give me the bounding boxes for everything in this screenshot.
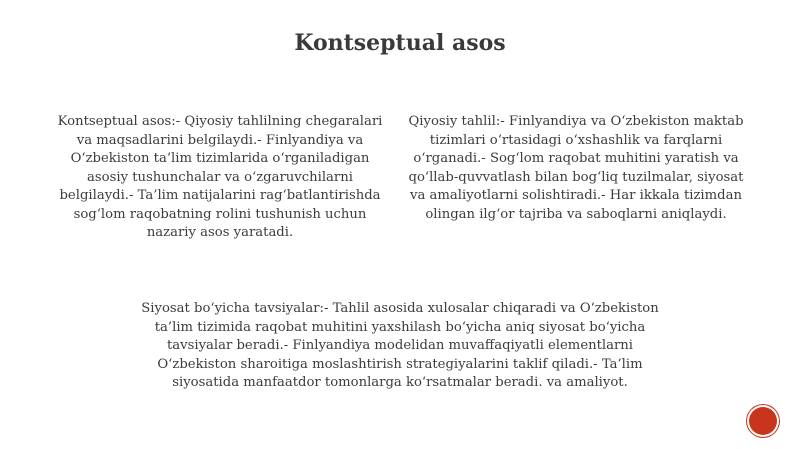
comparative-analysis-text: Qiyosiy tahlil:- Finlyandiya va O‘zbekiston maktab tizimlari o‘rtasidagi o‘xshashlik va farqlarni o‘rganadi.- Sog‘lom raqobat muhitini yaratish va qo‘llab-quvvatlash bilan bog‘liq tuzilmalar, siyosat va amaliyotlarni solishtiradi.- Har ikkala tizimdan olingan ilg‘or tajriba va saboqlarni aniqlaydi. <box>408 114 744 222</box>
slide-title: Kontseptual asos <box>294 30 506 56</box>
conceptual-framework-text: Kontseptual asos:- Qiyosiy tahlilning chegaralari va maqsadlarini belgilaydi.- Finlyandiya va O‘zbekiston ta’lim tizimlarida o‘rganiladigan asosiy tushunchalar va o‘zgaruvchilarni belgilaydi.- Ta’lim natijalarini rag‘batlantirishda sog‘lom raqobatning rolini tushunish uchun nazariy asos yaratadi. <box>57 114 383 240</box>
policy-recommendations-text: Siyosat bo‘yicha tavsiyalar:- Tahlil asosida xulosalar chiqaradi va O‘zbekiston ta’lim tizimida raqobat muhitini yaxshilash bo‘yicha aniq siyosat bo‘yicha tavsiyalar beradi.- Finlyandiya modelidan muvaffaqiyatli elementlarni O‘zbekiston sharoitiga moslashtirish strategiyalarini taklif qiladi.- Ta’lim siyosatida manfaatdor tomonlarga ko‘rsatmalar beradi. va amaliyot. <box>141 301 659 390</box>
next-slide-button[interactable] <box>749 407 777 435</box>
